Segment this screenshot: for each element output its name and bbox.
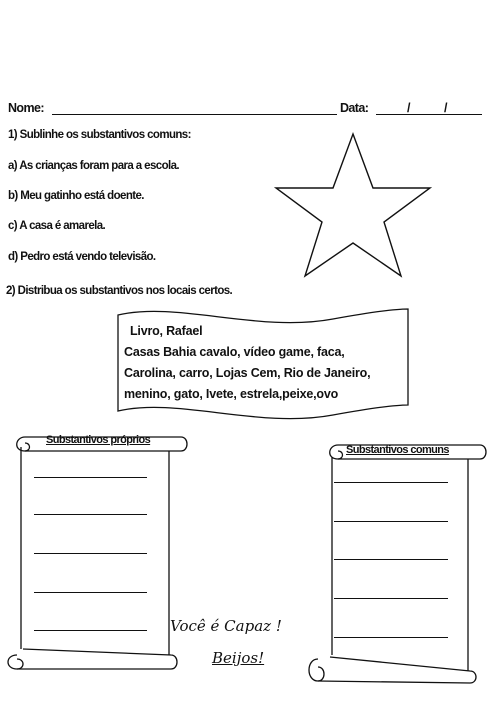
question-1-item-c: c) A casa é amarela. xyxy=(8,220,106,232)
date-label: Data: xyxy=(340,101,369,115)
question-1-item-d: d) Pedro está vendo televisão. xyxy=(8,251,156,263)
question-1-item-a: a) As crianças foram para a escola. xyxy=(8,160,179,172)
word-bank-line-3: Carolina, carro, Lojas Cem, Rio de Janeiro, xyxy=(124,366,371,380)
question-2-title: 2) Distribua os substantivos nos locais certos. xyxy=(6,285,233,297)
scroll-left-title: Substantivos próprios xyxy=(46,434,151,446)
question-1-item-b: b) Meu gatinho está doente. xyxy=(8,190,144,202)
date-slash-2: / xyxy=(444,101,447,115)
left-answer-line-2[interactable] xyxy=(34,514,147,515)
left-answer-line-4[interactable] xyxy=(34,592,147,593)
encouragement-line-1: Você é Capaz ! xyxy=(170,617,282,635)
word-bank-line-2: Casas Bahia cavalo, vídeo game, faca, xyxy=(124,345,345,359)
scroll-right-paper-scroll-icon xyxy=(302,435,490,685)
left-answer-line-1[interactable] xyxy=(34,477,147,478)
name-field-line[interactable] xyxy=(52,114,337,115)
scroll-right-title: Substantivos comuns xyxy=(346,444,449,456)
left-answer-line-3[interactable] xyxy=(34,553,147,554)
date-slash-1: / xyxy=(407,101,410,115)
right-answer-line-4[interactable] xyxy=(334,598,448,599)
question-1-title: 1) Sublinhe os substantivos comuns: xyxy=(8,129,191,141)
word-bank-line-1: Livro, Rafael xyxy=(130,324,203,338)
encouragement-line-2: Beijos! xyxy=(212,649,265,667)
scroll-left-paper-scroll-icon xyxy=(3,427,193,677)
name-label: Nome: xyxy=(8,101,44,115)
right-answer-line-2[interactable] xyxy=(334,521,448,522)
word-bank-line-4: menino, gato, Ivete, estrela,peixe,ovo xyxy=(124,387,339,401)
right-answer-line-5[interactable] xyxy=(334,637,448,638)
right-answer-line-3[interactable] xyxy=(334,559,448,560)
date-field-line[interactable] xyxy=(376,114,482,115)
left-answer-line-5[interactable] xyxy=(34,630,147,631)
right-answer-line-1[interactable] xyxy=(334,482,448,483)
star-outline-icon xyxy=(270,130,440,285)
